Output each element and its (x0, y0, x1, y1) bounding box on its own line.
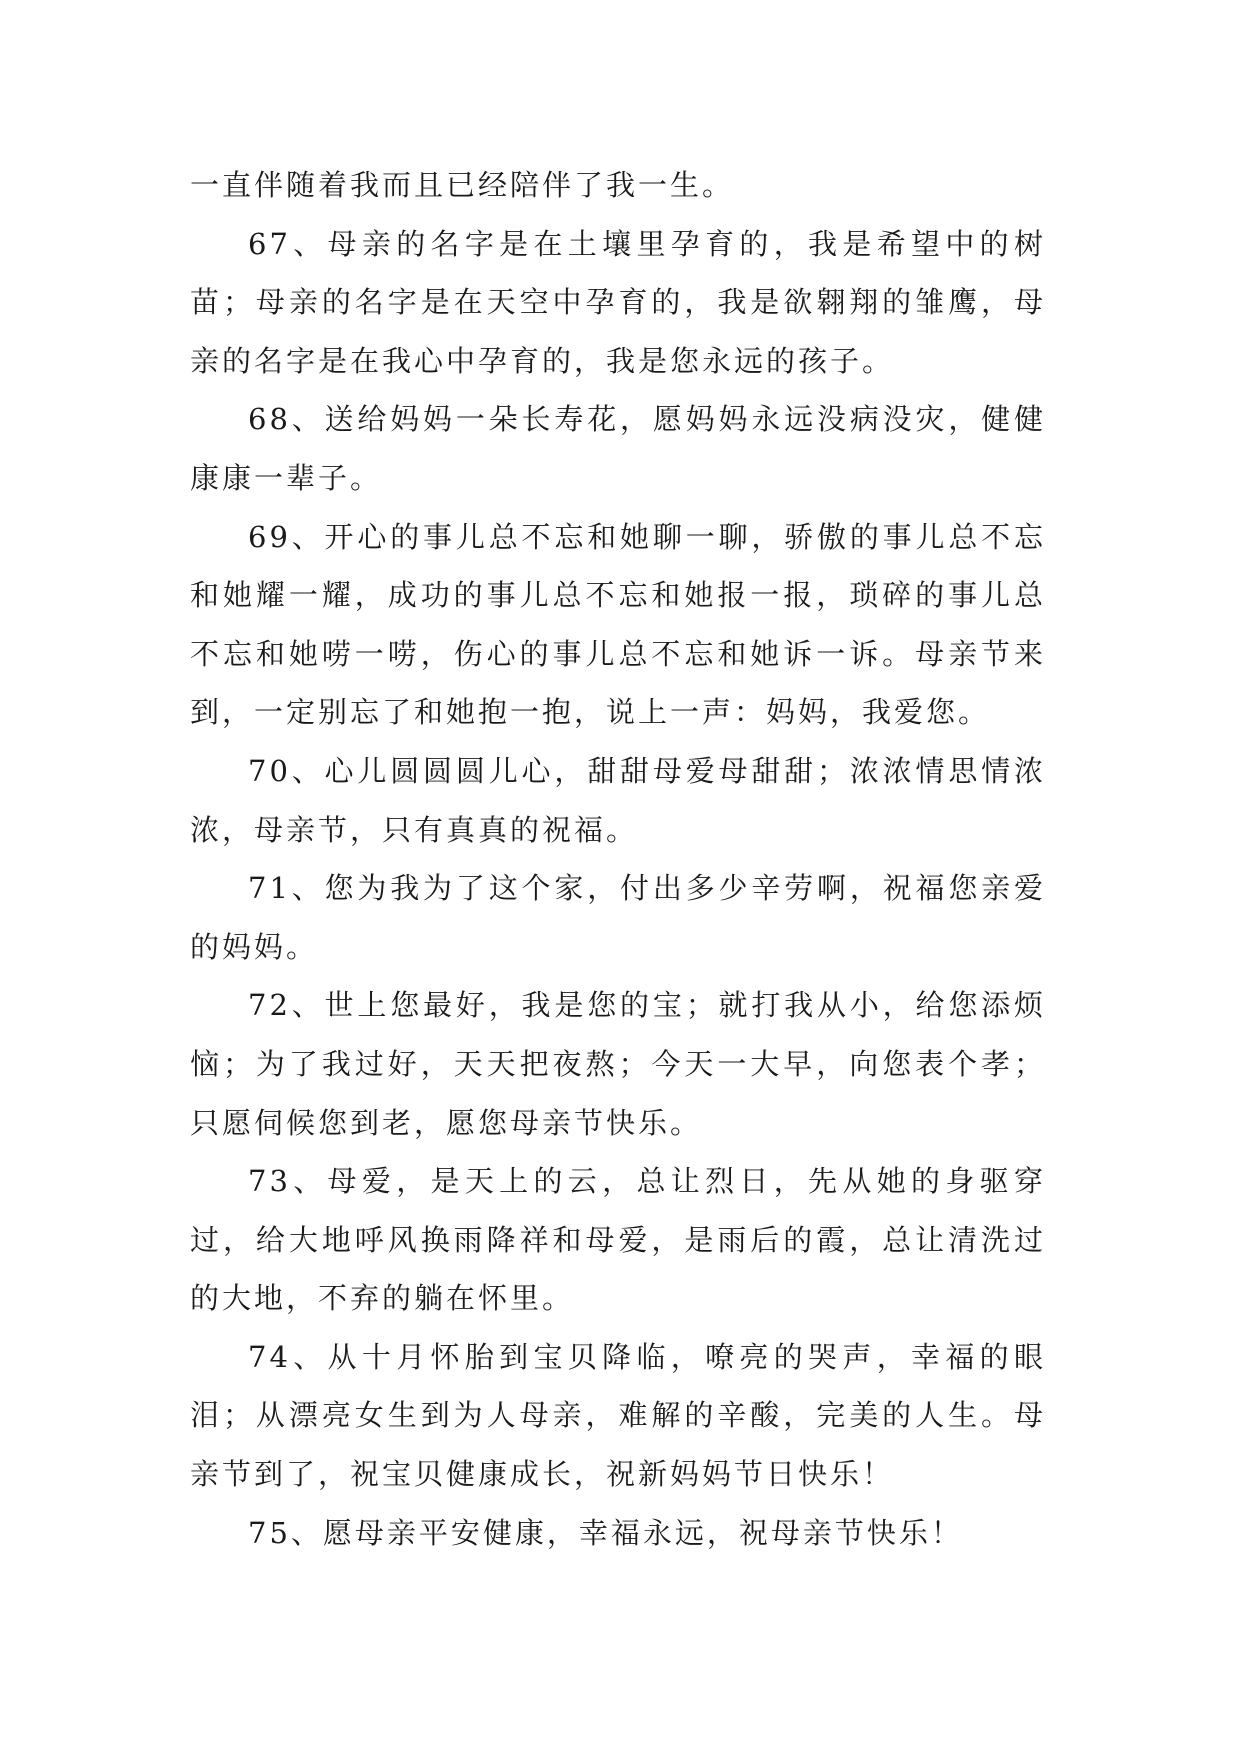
paragraph-70: 70、心儿圆圆圆儿心，甜甜母爱母甜甜；浓浓情思情浓浓，母亲节，只有真真的祝福。 (190, 753, 1046, 847)
paragraph-71: 71、您为我为了这个家，付出多少辛劳啊，祝福您亲爱的妈妈。 (190, 871, 1046, 964)
paragraph-72: 72、世上您最好，我是您的宝；就打我从小，给您添烦恼；为了我过好，天天把夜熬；今天一大早，向您表个孝；只愿伺候您到老，愿您母亲节快乐。 (190, 988, 1046, 1140)
paragraph-74: 74、从十月怀胎到宝贝降临，嘹亮的哭声，幸福的眼泪；从漂亮女生到为人母亲，难解的辛酸，完美的人生。母亲节到了，祝宝贝健康成长，祝新妈妈节日快乐！ (190, 1339, 1046, 1492)
paragraph-68: 68、送给妈妈一朵长寿花，愿妈妈永远没病没灾，健健康康一辈子。 (190, 402, 1046, 495)
paragraph-73: 73、母爱，是天上的云，总让烈日，先从她的身驱穿过，给大地呼风换雨降祥和母爱，是雨后的霞，总让清洗过的大地，不弃的躺在怀里。 (190, 1164, 1046, 1316)
paragraph-75: 75、愿母亲平安健康，幸福永远，祝母亲节快乐！ (248, 1515, 963, 1550)
paragraph-continuation: 一直伴随着我而且已经陪伴了我一生。 (190, 168, 735, 202)
paragraph-67: 67、母亲的名字是在土壤里孕育的，我是希望中的树苗；母亲的名字是在天空中孕育的，我是欲翱翔的雏鹰，母亲的名字是在我心中孕育的，我是您永远的孩子。 (190, 226, 1046, 378)
document-body (190, 156, 1046, 1562)
paragraph-69: 69、开心的事儿总不忘和她聊一聊，骄傲的事儿总不忘和她耀一耀，成功的事儿总不忘和她报一报，琐碎的事儿总不忘和她唠一唠，伤心的事儿总不忘和她诉一诉。母亲节来到，一定别忘了和她抱一抱，说上一声：妈妈，我爱您。 (190, 519, 1046, 730)
